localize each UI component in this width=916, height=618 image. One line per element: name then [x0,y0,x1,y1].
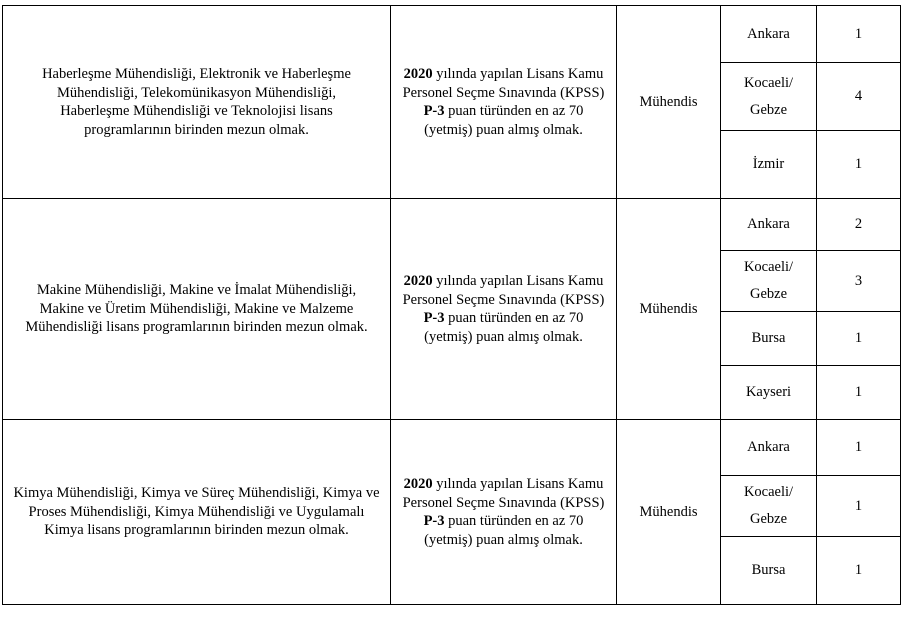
count-cell: 1 [817,131,901,199]
recruitment-table [2,5,901,605]
city-cell: Ankara [721,420,817,476]
education-requirement: Haberleşme Mühendisliği, Elektronik ve Haberleşme Mühendisliği, Telekomünikasyon Mühendisliği, Haberleşme Mühendisliği ve Teknolojisi lisans programlarının birinden mezun olmak. [3,6,391,199]
city-cell: Bursa [721,312,817,366]
education-requirement: Makine Mühendisliği, Makine ve İmalat Mühendisliği, Makine ve Üretim Mühendisliği, Makine ve Malzeme Mühendisliği lisans programlarının birinden mezun olmak. [3,199,391,420]
exam-requirement [391,6,617,199]
exam-text-end: puan türünden en az 70 (yetmiş) puan almış olmak. [424,513,584,548]
city-cell: Kocaeli/ Gebze [721,251,817,312]
table-row [3,6,901,63]
exam-text: yılında yapılan Lisans Kamu Personel Seçme Sınavında (KPSS) [402,66,605,101]
city-cell: Kocaeli/ Gebze [721,476,817,537]
count-cell: 2 [817,199,901,251]
table-row [3,199,901,251]
count-cell: 1 [817,312,901,366]
count-cell: 1 [817,420,901,476]
score-type: P-3 [423,103,445,119]
count-cell: 3 [817,251,901,312]
position-title: Mühendis [617,6,721,199]
city-cell: Ankara [721,6,817,63]
exam-year: 2020 [403,273,433,289]
exam-year: 2020 [403,66,433,82]
count-cell: 1 [817,6,901,63]
count-cell: 1 [817,537,901,605]
position-title: Mühendis [617,199,721,420]
count-cell: 4 [817,63,901,131]
exam-text: yılında yapılan Lisans Kamu Personel Seçme Sınavında (KPSS) [402,273,605,308]
count-cell: 1 [817,476,901,537]
exam-text-end: puan türünden en az 70 (yetmiş) puan almış olmak. [424,310,584,345]
position-title: Mühendis [617,420,721,605]
score-type: P-3 [423,513,445,529]
city-cell: Ankara [721,199,817,251]
city-cell: Kocaeli/ Gebze [721,63,817,131]
count-cell: 1 [817,366,901,420]
exam-requirement [391,420,617,605]
city-cell: Bursa [721,537,817,605]
education-requirement: Kimya Mühendisliği, Kimya ve Süreç Mühendisliği, Kimya ve Proses Mühendisliği, Kimya Mühendisliği ve Uygulamalı Kimya lisans programlarının birinden mezun olmak. [3,420,391,605]
exam-text: yılında yapılan Lisans Kamu Personel Seçme Sınavında (KPSS) [402,476,605,511]
score-type: P-3 [423,310,445,326]
exam-requirement [391,199,617,420]
exam-text-end: puan türünden en az 70 (yetmiş) puan almış olmak. [424,103,584,138]
table-row [3,420,901,476]
city-cell: İzmir [721,131,817,199]
city-cell: Kayseri [721,366,817,420]
exam-year: 2020 [403,476,433,492]
